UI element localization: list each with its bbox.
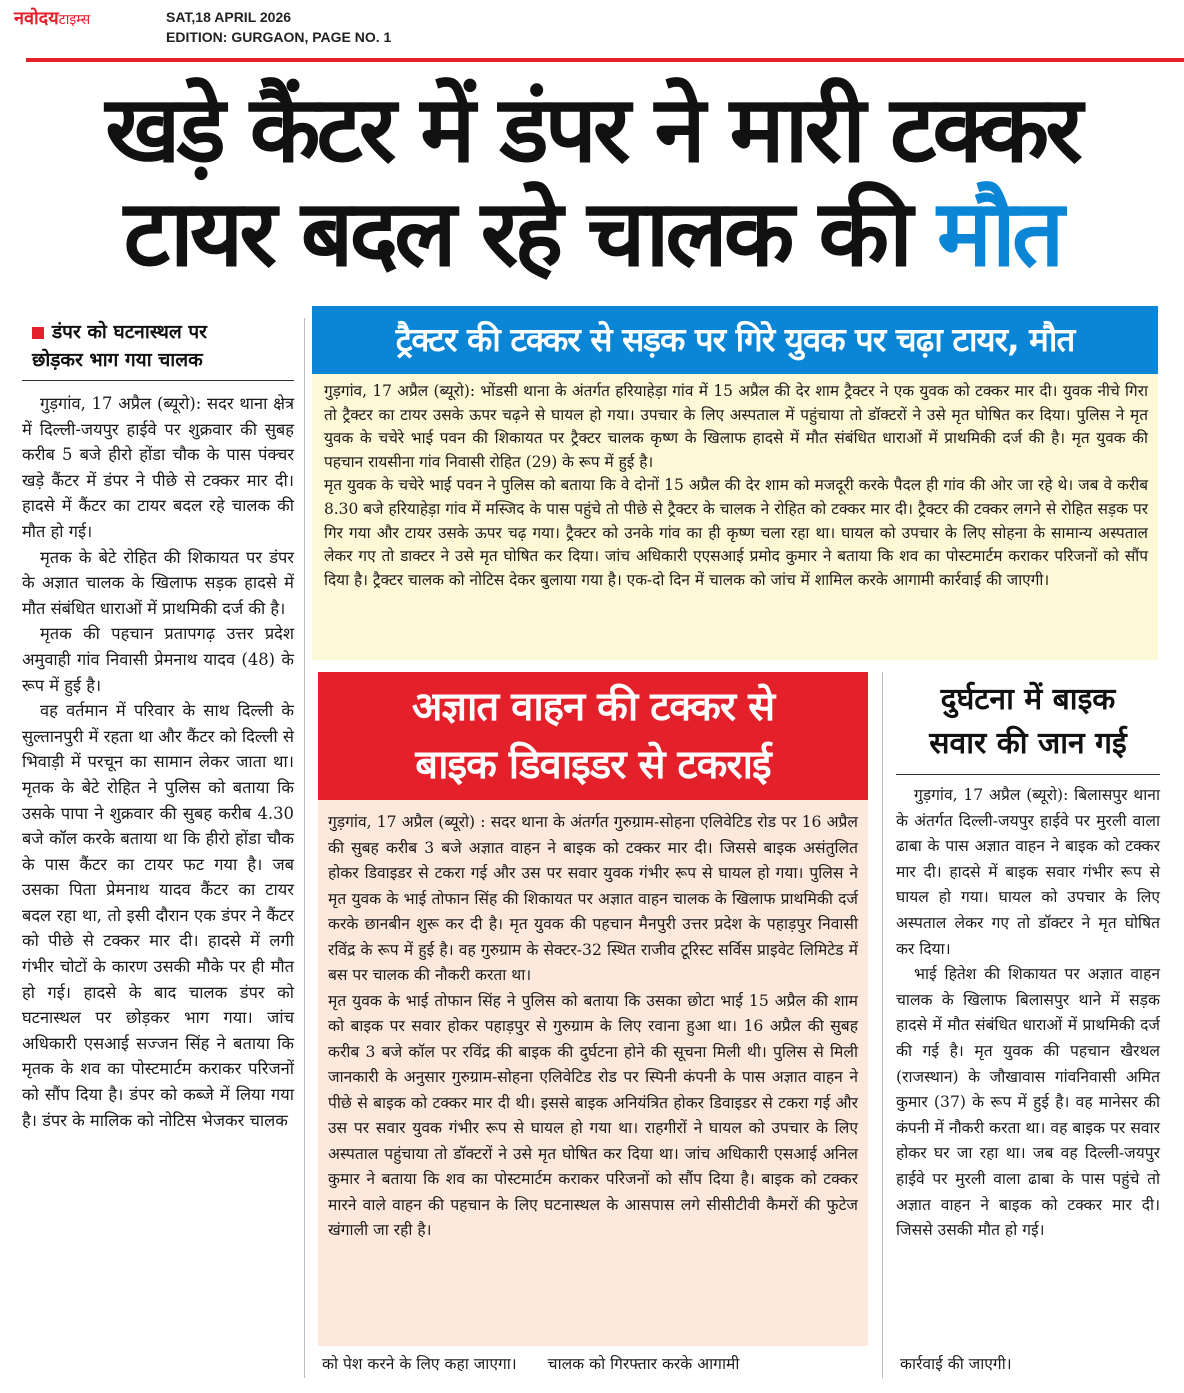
story-dumper xyxy=(22,318,294,1133)
story-tractor-body xyxy=(324,380,1148,592)
story-divider-banner xyxy=(318,672,868,800)
story-dumper-subhead xyxy=(22,318,294,374)
edition-line: EDITION: GURGAON, PAGE NO. 1 xyxy=(166,29,392,45)
story-bike-tail: कार्रवाई की जाएगी। xyxy=(900,1355,1012,1373)
story-tractor-banner: ट्रैक्टर की टक्कर से सड़क पर गिरे युवक पर चढ़ा टायर, मौत xyxy=(312,306,1158,374)
story-bike-title xyxy=(896,678,1160,766)
paragraph: भाई हितेश की शिकायत पर अज्ञात वाहन चालक के खिलाफ बिलासपुर थाने में सड़क हादसे में मौत संबंधित धाराओं में प्राथमिकी दर्ज की गई है। मृत युवक की पहचान खैरथल (राजस्थान) के जौखावास गांवनिवासी अमित कुमार (37) के रूप में हुई है। वह मानेसर की कंपनी में नौकरी करता था। वह बाइक पर सवार होकर घर जा रहा था। जब वह दिल्ली-जयपुर हाईवे पर मुरली वाला ढाबा के पास पहुंचे तो अज्ञात वाहन ने बाइक को टक्कर मार दी। जिससे उसकी मौत हो गई। xyxy=(896,965,1160,1240)
paragraph: गुड़गांव, 17 अप्रैल (ब्यूरो): सदर थाना क्षेत्र में दिल्ली-जयपुर हाईवे पर शुक्रवार की सुबह करीब 5 बजे हीरो होंडा चौक के पास पंक्चर खड़े कैंटर में डंपर ने पीछे से टक्कर मार दी। हादसे में कैंटर का टायर बदल रहे चालक की मौत हो गई। xyxy=(22,394,294,541)
tail-left: को पेश करने के लिए कहा जाएगा। xyxy=(322,1355,517,1373)
title-rule xyxy=(896,774,1160,775)
paragraph: मृत युवक के चचेरे भाई पवन ने पुलिस को बताया कि वे दोनों 15 अप्रैल की देर शाम को मजदूरी करके पैदल ही गांव की ओर जा रहे थे। जब वे करीब 8.30 बजे हरियाहेड़ा गांव में मस्जिद के पास पहुंचे तो पीछे से ट्रैक्टर के चालक ने रोहित को टक्कर मार दी। ट्रैक्टर की टक्कर लगने से रोहित सड़क पर गिर गया और टायर उसके ऊपर चढ़ गया। ट्रैक्टर को उनके गांव का ही कृष्ण चला रहा था। घायल को उपचार के लिए सोहना के सामान्य अस्पताल लेकर गए तो डाक्टर ने उसे मृत घोषित कर दिया। जांच अधिकारी एएसआई प्रमोद कुमार ने बताया कि शव का पोस्टमार्टम कराकर परिजनों को सौंप दिया है। ट्रैक्टर चालक को नोटिस देकर बुलाया गया है। एक-दो दिन में चालक को जांच में शामिल करके आगामी कार्रवाई की जाएगी। xyxy=(324,476,1148,589)
paragraph: वह वर्तमान में परिवार के साथ दिल्ली के सुल्तानपुरी में रहता था और कैंटर को दिल्ली से भिवाड़ी में परचून का सामान लेकर जाता था। मृतक के बेटे रोहित ने पुलिस को बताया कि उसके पापा ने शुक्रवार की सुबह करीब 4.30 बजे कॉल करके बताया था कि हीरो होंडा चौक के पास कैंटर का टायर फट गया है। जब उसका पिता प्रेमनाथ यादव कैंटर का टायर बदल रहा था, तो इसी दौरान एक डंपर ने कैंटर को पीछे से टक्कर मार दी। हादसे में लगी गंभीर चोटों के कारण उसकी मौके पर ही मौत हो गई। हादसे के बाद चालक डंपर को घटनास्थल पर छोड़कर भाग गया। जांच अधिकारी एसआई सज्जन सिंह ने बताया कि मृतक के शव का पोस्टमार्टम कराकर परिजनों को सौंप दिया है। डंपर को कब्जे में लिया गया है। डंपर के मालिक को नोटिस भेजकर चालक xyxy=(22,701,294,1130)
column-divider xyxy=(304,318,305,1378)
newspaper-logo xyxy=(14,6,90,30)
paragraph: मृतक की पहचान प्रतापगढ़ उत्तर प्रदेश अमुवाही गांव निवासी प्रेमनाथ यादव (48) के रूप में हुई है। xyxy=(22,624,294,695)
paragraph: मृतक के बेटे रोहित की शिकायत पर डंपर के अज्ञात चालक के खिलाफ सड़क हादसे में मौत संबंधित धाराओं में प्राथमिकी दर्ज की है। xyxy=(22,547,294,618)
story-tractor xyxy=(312,374,1158,660)
banner-line-2: बाइक डिवाइडर से टकराई xyxy=(415,742,771,788)
main-headline xyxy=(0,78,1184,286)
paragraph: गुड़गांव, 17 अप्रैल (ब्यूरो): बिलासपुर थाना के अंतर्गत दिल्ली-जयपुर हाईवे पर मुरली वाला ढाबा के पास अज्ञात वाहन ने बाइक को टक्कर मार दी। हादसे में बाइक सवार गंभीर रूप से घायल हो गया। घायल को उपचार के लिए अस्पताल लेकर गए तो डॉक्टर ने मृत घोषित कर दिया। xyxy=(896,786,1160,958)
masthead xyxy=(0,0,1184,56)
masthead-rule xyxy=(26,58,1184,62)
title-line-1: दुर्घटना में बाइक xyxy=(940,682,1116,717)
story-dumper-body xyxy=(22,391,294,1133)
story-divider xyxy=(318,800,868,1346)
subhead-rule xyxy=(22,380,294,381)
edition-meta xyxy=(166,7,391,47)
subhead-line-2: छोड़कर भाग गया चालक xyxy=(32,349,203,371)
paragraph: गुड़गांव, 17 अप्रैल (ब्यूरो) : सदर थाना के अंतर्गत गुरुग्राम-सोहना एलिवेटिड रोड पर 16 अप्रैल की सुबह करीब 3 बजे अज्ञात वाहन ने बाइक को टक्कर मार दी। जिससे बाइक असंतुलित होकर डिवाइडर से टकरा गई और उस पर सवार युवक गंभीर रूप से घायल हो गया। पुलिस ने मृत युवक के भाई तोफान सिंह की शिकायत पर अज्ञात वाहन चालक के खिलाफ प्राथमिकी दर्ज करके छानबीन शुरू कर दी है। मृत युवक की पहचान मैनपुरी उत्तर प्रदेश के पहाड़पुर निवासी रविंद्र के रूप में हुई है। वह गुरुग्राम के सेक्टर-32 स्थित राजीव टूरिस्ट सर्विस प्राइवेट लिमिटेड में बस पर चालक की नौकरी करता था। xyxy=(328,813,858,984)
headline-line-1: खड़े कैंटर में डंपर ने मारी टक्कर xyxy=(105,76,1079,183)
logo-sub: टाइम्स xyxy=(58,12,91,28)
story-bike xyxy=(896,678,1160,1244)
tail-right: चालक को गिरफ्तार करके आगामी xyxy=(547,1355,740,1373)
story-bike-body xyxy=(896,783,1160,1244)
paragraph: मृत युवक के भाई तोफान सिंह ने पुलिस को बताया कि उसका छोटा भाई 15 अप्रैल की शाम को बाइक पर सवार होकर पहाड़पुर से गुरुग्राम के लिए रवाना हुआ था। 16 अप्रैल की सुबह करीब 3 बजे कॉल पर रविंद्र की बाइक की दुर्घटना होने की सूचना मिली थी। पुलिस से मिली जानकारी के अनुसार गुरुग्राम-सोहना एलिवेटिड रोड पर स्पिनी कंपनी के पास अज्ञात वाहन ने पीछे से बाइक को टक्कर मार दी थी। इससे बाइक अनियंत्रित होकर डिवाइडर से टकरा गई और उस पर सवार युवक गंभीर रूप से घायल हो गया था। राहगीरों ने घायल को उपचार के लिए अस्पताल पहुंचाया तो डॉक्टरों ने उसे मृत घोषित कर दिया था। जांच अधिकारी एसआई अनिल कुमार ने बताया कि शव का पोस्टमार्टम कराकर परिजनों को सौंप दिया है। बाइक को टक्कर मारने वाले वाहन की पहचान के लिए घटनास्थल के आसपास लगे सीसीटीवी कैमरों की फुटेज खंगाली जा रही है। xyxy=(328,991,858,1239)
story-divider-body xyxy=(328,810,858,1244)
banner-line-1: अज्ञात वाहन की टक्कर से xyxy=(411,684,775,730)
paragraph: गुड़गांव, 17 अप्रैल (ब्यूरो): भोंडसी थाना के अंतर्गत हरियाहेड़ा गांव में 15 अप्रैल की देर शाम ट्रैक्टर ने एक युवक को टक्कर मार दी। युवक नीचे गिरा तो ट्रैक्टर का टायर उसके ऊपर चढ़ने से घायल हो गया। उपचार के लिए अस्पताल में पहुंचाया तो डॉक्टरों ने उसे मृत घोषित कर दिया। पुलिस ने मृत युवक के चचेरे भाई पवन की शिकायत पर ट्रैक्टर चालक कृष्ण के खिलाफ हादसे में मौत संबंधित धाराओं में प्राथमिकी दर्ज की है। मृत युवक की पहचान रायसीना गांव निवासी रोहित (29) के रूप में हुई है। xyxy=(324,382,1148,471)
column-divider xyxy=(882,672,883,1378)
headline-line-2-blue: मौत xyxy=(937,180,1061,287)
logo-main: नवोदय xyxy=(14,8,59,29)
bullet-square-icon xyxy=(32,327,44,339)
subhead-line-1: डंपर को घटनास्थल पर xyxy=(52,321,207,343)
story-continuation xyxy=(322,1352,872,1376)
title-line-2: सवार की जान गई xyxy=(929,726,1127,761)
date-line: SAT,18 APRIL 2026 xyxy=(166,9,292,25)
headline-line-2-black: टायर बदल रहे चालक की xyxy=(123,180,909,287)
headline-line-2 xyxy=(0,182,1184,286)
